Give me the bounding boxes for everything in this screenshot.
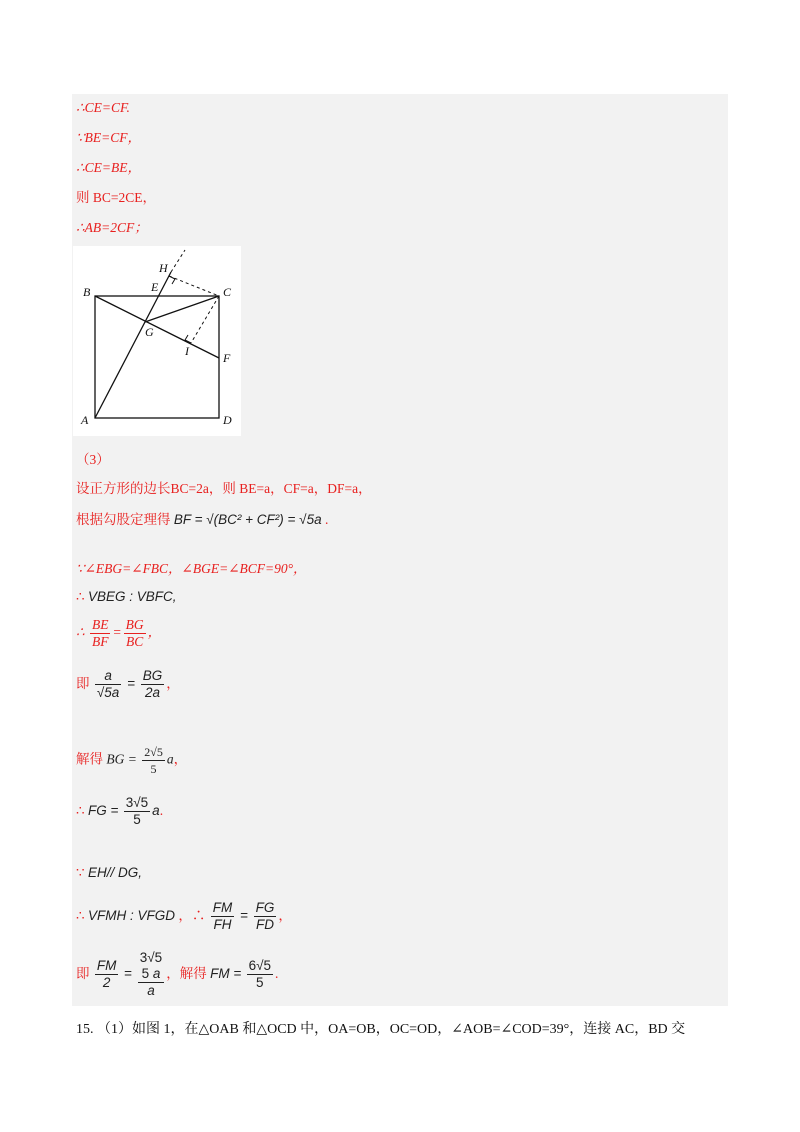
- solution-line-7: 设正方形的边长BC=2a，则 BE=a，CF=a，DF=a，: [76, 481, 372, 496]
- line-end: .: [159, 803, 164, 819]
- solution-line-4: 则 BC=2CE，: [76, 190, 156, 205]
- line13-prefix: 解得: [76, 751, 103, 767]
- fraction-numerator: BE: [91, 617, 109, 632]
- label-c: C: [223, 285, 232, 299]
- equation-lhs: FM =: [210, 966, 242, 982]
- label-f: F: [223, 351, 231, 365]
- fraction-numerator: FM: [96, 958, 117, 973]
- solution-panel: [72, 94, 728, 1006]
- fraction-numerator: FG: [255, 900, 275, 915]
- variable-a: a: [152, 803, 160, 819]
- similar-triangles-statement: VFMH : VFGD: [87, 908, 175, 924]
- solution-line-1: ∴CE=CF.: [76, 100, 130, 115]
- solution-line-10: [76, 588, 177, 606]
- solution-line-3: ∴CE=BE，: [76, 160, 141, 175]
- line-end: ，: [166, 676, 180, 692]
- line17-solve: ，解得: [166, 966, 207, 982]
- part-3-label: （3）: [76, 452, 110, 467]
- fraction-denominator: 5: [256, 975, 264, 990]
- fraction-numerator: BG: [142, 668, 163, 683]
- fraction-numerator: 2√5: [144, 745, 163, 759]
- line-end: .: [275, 966, 279, 982]
- fraction-denominator: 5: [150, 762, 157, 776]
- line-end: ，: [278, 908, 292, 924]
- therefore-symbol: ∴: [76, 624, 85, 640]
- fraction-denominator: 2a: [144, 685, 160, 700]
- fraction-denominator: FH: [213, 917, 232, 932]
- fraction-denominator: 2: [102, 975, 111, 990]
- fraction-numerator: BG: [125, 617, 144, 632]
- therefore-symbol: ∴: [76, 803, 85, 819]
- solution-line-12: 即 $\frac{a}{√5a}$ = $\frac{BG}{2a}$ ，: [76, 668, 180, 700]
- line17-prefix: 即: [76, 966, 90, 982]
- label-a: A: [81, 413, 89, 427]
- label-i: I: [185, 344, 189, 358]
- geometry-figure: [73, 246, 241, 436]
- similar-triangles-statement: VBEG : VBFC,: [87, 589, 177, 604]
- variable-a: a: [152, 966, 161, 981]
- solution-line-16: ∴ VFMH : VFGD ，∴ $\frac{FM}{FH}$ = $\frac{FG}{FD}$ ，: [76, 900, 292, 932]
- label-h: H: [159, 261, 168, 275]
- label-e: E: [151, 280, 159, 294]
- line12-prefix: 即: [76, 676, 90, 692]
- variable-a: a: [166, 751, 174, 767]
- parallel-statement: EH// DG,: [87, 865, 142, 880]
- solution-line-17: 即 $\frac{FM}{2}$ = 3√5 5 a a ，解得 FM = $\frac{6√5}{5}$ .: [76, 950, 279, 998]
- equation-lhs: BG =: [106, 751, 137, 767]
- solution-line-5: ∴AB=2CF；: [76, 220, 148, 235]
- pythagoras-formula: BF = √(BC² + CF²) = √5a: [173, 512, 322, 527]
- label-g: G: [145, 325, 154, 339]
- fraction-numerator: 3√5: [125, 795, 149, 810]
- therefore-symbol: ∴: [76, 908, 85, 924]
- solution-line-11: ∴ $\frac{BE}{BF}$ = $\frac{BG}{BC}$ ，: [76, 617, 162, 649]
- fraction-numerator: a: [95, 668, 121, 685]
- line-end: ，: [173, 751, 188, 767]
- fraction-denominator: BF: [91, 634, 109, 649]
- fraction-denominator: a: [147, 983, 155, 998]
- nested-fraction-mid: 5: [141, 966, 150, 981]
- label-b: B: [83, 285, 91, 299]
- therefore-symbol: ∴: [76, 589, 85, 604]
- nested-fraction-top: 3√5: [139, 950, 163, 965]
- solution-line-13: [76, 744, 187, 777]
- fraction-numerator: 6√5: [248, 958, 272, 973]
- because-symbol: ∵: [76, 865, 85, 880]
- solution-line-8: [76, 511, 328, 529]
- label-d: D: [223, 413, 232, 427]
- fraction-denominator: √5a: [96, 685, 120, 700]
- line8-prefix: 根据勾股定理得: [76, 512, 171, 527]
- therefore-symbol: ，∴: [178, 908, 206, 924]
- fraction-denominator: FD: [255, 917, 274, 932]
- equation-lhs: FG =: [87, 803, 119, 819]
- solution-line-2: ∵BE=CF，: [76, 130, 141, 145]
- solution-line-9: ∵∠EBG=∠FBC，∠BGE=∠BCF=90°，: [76, 561, 307, 576]
- fraction-denominator: BC: [125, 634, 144, 649]
- solution-line-15: [76, 864, 142, 882]
- fraction-denominator: 5: [133, 812, 141, 827]
- solution-line-14: [76, 795, 163, 828]
- line8-suffix: .: [324, 512, 329, 527]
- question-15-text: 15. （1）如图 1，在△OAB 和△OCD 中，OA=OB，OC=OD，∠AOB=∠COD=39°，连接 AC，BD 交: [76, 1022, 686, 1037]
- fraction-numerator: FM: [212, 900, 233, 915]
- line-end: ，: [147, 624, 162, 640]
